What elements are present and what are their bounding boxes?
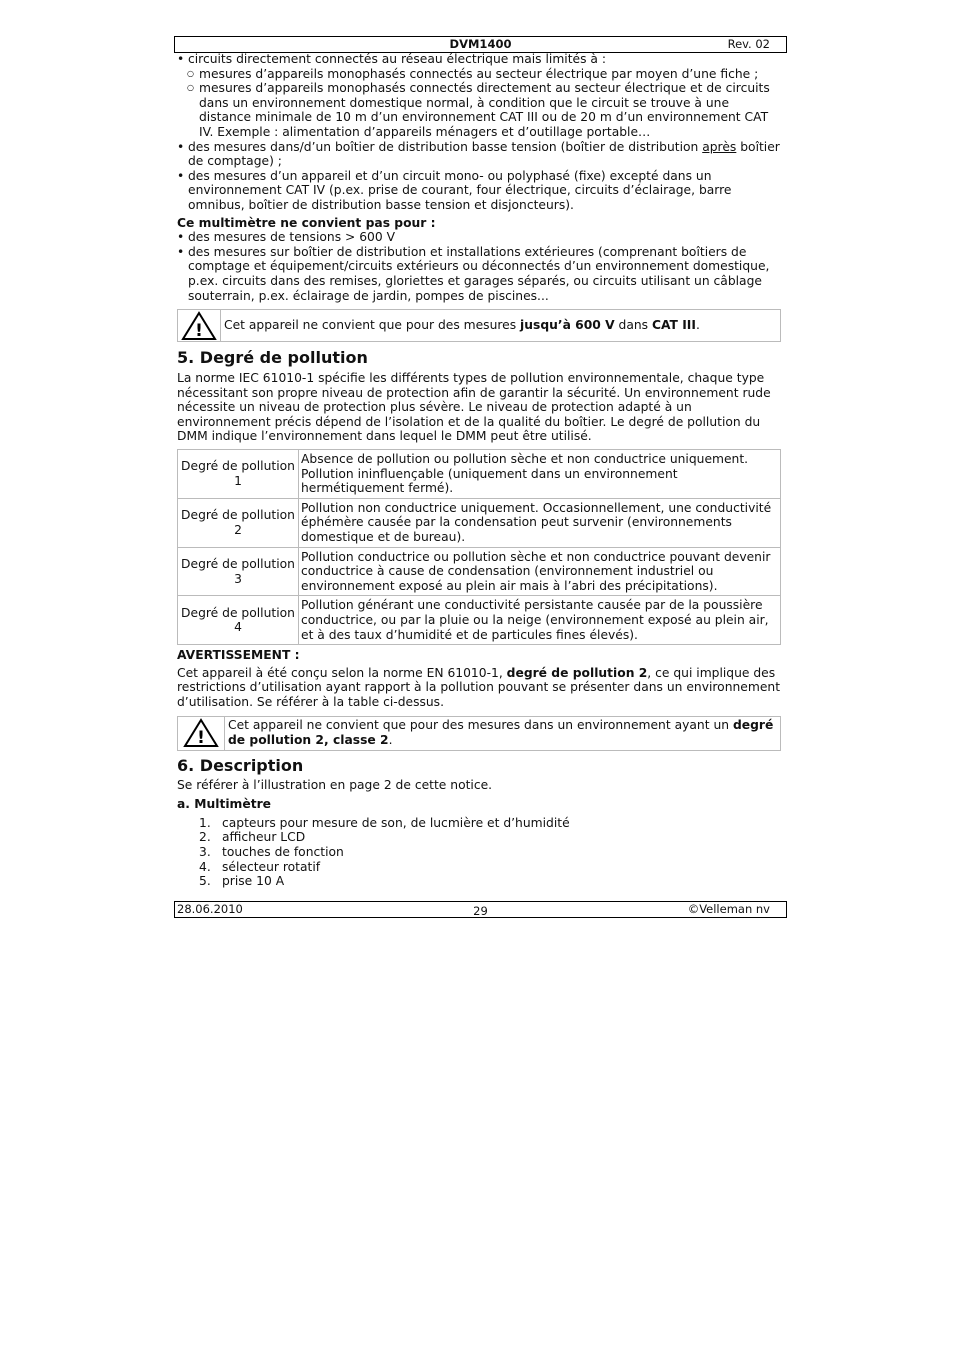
svg-text:!: ! [195,320,203,341]
list-item: 2. afficheur LCD [199,830,306,845]
warning-triangle-icon [178,310,221,341]
bullet-text: boîtier de comptage) ; [188,139,780,169]
description-cell: Pollution générant une conductivité persistante causée par de la poussière conductrice, ou par la pluie ou la neige (environnement exposé au plein air, et à des taux d’humidité et de particules fines élevés). [299,596,781,645]
list-item [177,52,781,140]
page-footer [174,901,787,918]
section-6-title: 6. Description [177,755,304,775]
description-cell: Pollution conductrice ou pollution sèche et non conductrice pouvant devenir conductrice à cause de condensation (environnement industriel ou environnement exposé au plein air mais à l’abri des précipitations). [299,547,781,596]
list-item: • des mesures d’un appareil et d’un circuit mono- ou polyphasé (fixe) excepté dans un environnement CAT IV (p.ex. prise de courant, four électrique, circuits d’éclairage, barre omnibus, boîtier de distribution basse tension et disjoncteurs). [177,169,781,213]
list-item: 3. touches de fonction [199,844,344,859]
table-row [178,596,781,645]
description-cell: Pollution non conductrice uniquement. Occasionnellement, une conductivité éphémère causée par la condensation peut survenir (environnements domestique et de bureau). [299,498,781,547]
degree-cell: Degré de pollution 1 [178,450,299,499]
svg-text:!: ! [197,728,205,749]
footer-page-number: 29 [473,904,488,918]
list-item: ○ mesures d’appareils monophasés connectés directement au secteur électrique et de circuits dans un environnement domestique normal, à condition que le circuit se trouve à une distance minimale de 10 m d’un environnement CAT III ou de 20 m d’un environnement CAT IV. Exemple : alimentation d’appareils ménagers et d’outillage portable… [177,81,781,139]
degree-cell: Degré de pollution 2 [178,498,299,547]
list-item: • des mesures sur boîtier de distribution et installations extérieures (comprenant boîtiers de comptage et équipement/circuits extérieurs ou déconnectés d’un environnement domestique, p.ex. circuits dans des remises, gloriettes et garages séparés, ou circuits utilisant un câblage souterrain, p.ex. éclairage de jardin, pompes de piscines... [177,245,781,303]
table-row [178,547,781,596]
warning-triangle-icon [178,717,225,750]
multimeter-parts-list [177,816,781,889]
warning-box-pollution [177,716,781,751]
table-row [178,498,781,547]
table-row [178,450,781,499]
section-6-intro: Se référer à l’illustration en page 2 de cette notice. [177,777,493,792]
bullet-text: des mesures dans/d’un boîtier de distribution basse tension (boîtier de distribution [188,139,703,154]
not-suitable-heading: Ce multimètre ne convient pas pour : [177,215,436,230]
list-item: 1. capteurs pour mesure de son, de lucmière et d’humidité [199,815,570,830]
list-item: • des mesures de tensions > 600 V [177,230,781,245]
description-cell: Absence de pollution ou pollution sèche et non conductrice uniquement. Pollution ininfluençable (uniquement dans un environnement hermétiquement fermé). [299,450,781,499]
degree-cell: Degré de pollution 3 [178,547,299,596]
list-item: ○ mesures d’appareils monophasés connectés au secteur électrique par moyen d’une fiche ; [177,67,781,82]
warning-paragraph: Cet appareil à été conçu selon la norme EN 61010-1, degré de pollution 2, ce qui implique des restrictions d’utilisation ayant rapport à la pollution pouvant se présenter dans un environnement d’utilisation. Se référer à la table ci-dessus. [177,665,781,709]
intro-bullet-list [177,52,781,213]
footer-copyright: ©Velleman nv [687,902,770,916]
warning-heading: AVERTISSEMENT : [177,648,300,663]
degree-cell: Degré de pollution 4 [178,596,299,645]
pollution-table [177,449,781,645]
subsection-title: a. Multimètre [177,797,271,812]
list-item: 4. sélecteur rotatif [199,859,321,874]
warning-text: Cet appareil ne convient que pour des mesures dans un environnement ayant un degré de pollution 2, classe 2. [228,718,774,748]
header-model: DVM1400 [449,37,512,51]
page-content [177,52,781,889]
list-item [177,140,781,169]
section-5-title: 5. Degré de pollution [177,348,368,368]
warning-text: Cet appareil ne convient que pour des mesures jusqu’à 600 V dans CAT III. [224,318,700,333]
not-suitable-list [177,230,781,303]
underlined-text: après [702,139,737,154]
page-header [174,36,787,53]
list-item: 5. prise 10 A [199,874,285,889]
header-rev: Rev. 02 [727,37,770,51]
footer-date: 28.06.2010 [177,902,243,916]
sub-list [177,67,781,140]
warning-box-cat [177,309,781,342]
bullet-text: circuits directement connectés au réseau électrique mais limités à : [188,52,606,66]
section-5-intro: La norme IEC 61010-1 spécifie les différents types de pollution environnementale, chaque type nécessitant son propre niveau de protection afin de garantir la sécurité. Un environnement rude nécessite un niveau de protection plus sévère. Le niveau de protection adapté à un environnement précis dépend de l’isolation et de la qualité du boîtier. Le degré de pollution du DMM indique l’environnement dans lequel le DMM peut être utilisé. [177,371,771,444]
